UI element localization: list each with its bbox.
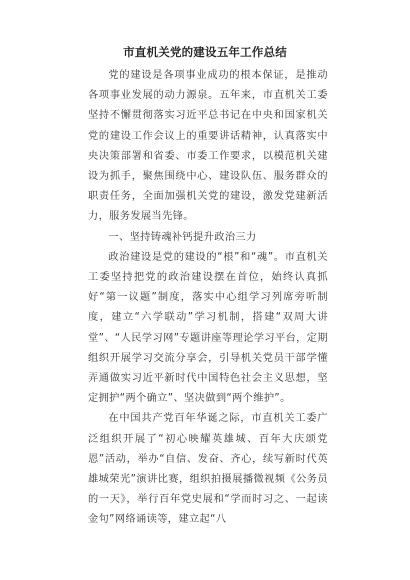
document-title: 市直机关党的建设五年工作总结 — [123, 45, 287, 59]
section-heading: 一、坚持铸魂补钙提升政治三力 — [108, 231, 257, 243]
section-paragraph: 在中国共产党百年华诞之际，市直机关工委广泛组织开展了“初心映耀英雄城、百年大庆颂党恩”活动，举办“自信、发奋、齐心，续写新时代英雄城荣光”演讲比赛，组织拍摄展播微视频《公务员的一天》，举行百年党史展和“学而时习之、一起读金句”网络诵读等，建立起“八 — [88, 413, 328, 526]
intro-paragraph: 党的建设是各项事业成功的根本保证，是推动各项事业发展的动力源泉。五年来，市直机关工委坚持不懈贯彻落实习近平总书记在中央和国家机关党的建设工作会议上的重要讲话精神，认真落实中央决策部署和省委、市委工作要求，以模范机关建设为抓手，聚焦围绕中心、建设队伍、服务群众的职责任务，全面加强机关党的建设，激发党建新活力，服务发展当先锋。 — [88, 70, 328, 223]
document-body — [88, 66, 328, 531]
section-paragraph: 政治建设是党的建设的“根”和“魂”。市直机关工委坚持把党的政治建设摆在首位，始终认真抓好“第一议题”制度，落实中心组学习列席旁听制度，建立“六学联动”学习机制，搭建“双周大讲堂”、“人民学习网”专题讲座等理论学习平台，定期组织开展学习交流分享会，引导机关党员干部学懂弄通做实习近平新时代中国特色社会主义思想，坚定拥护“两个确立”、坚决做到“两个维护”。 — [88, 251, 328, 405]
